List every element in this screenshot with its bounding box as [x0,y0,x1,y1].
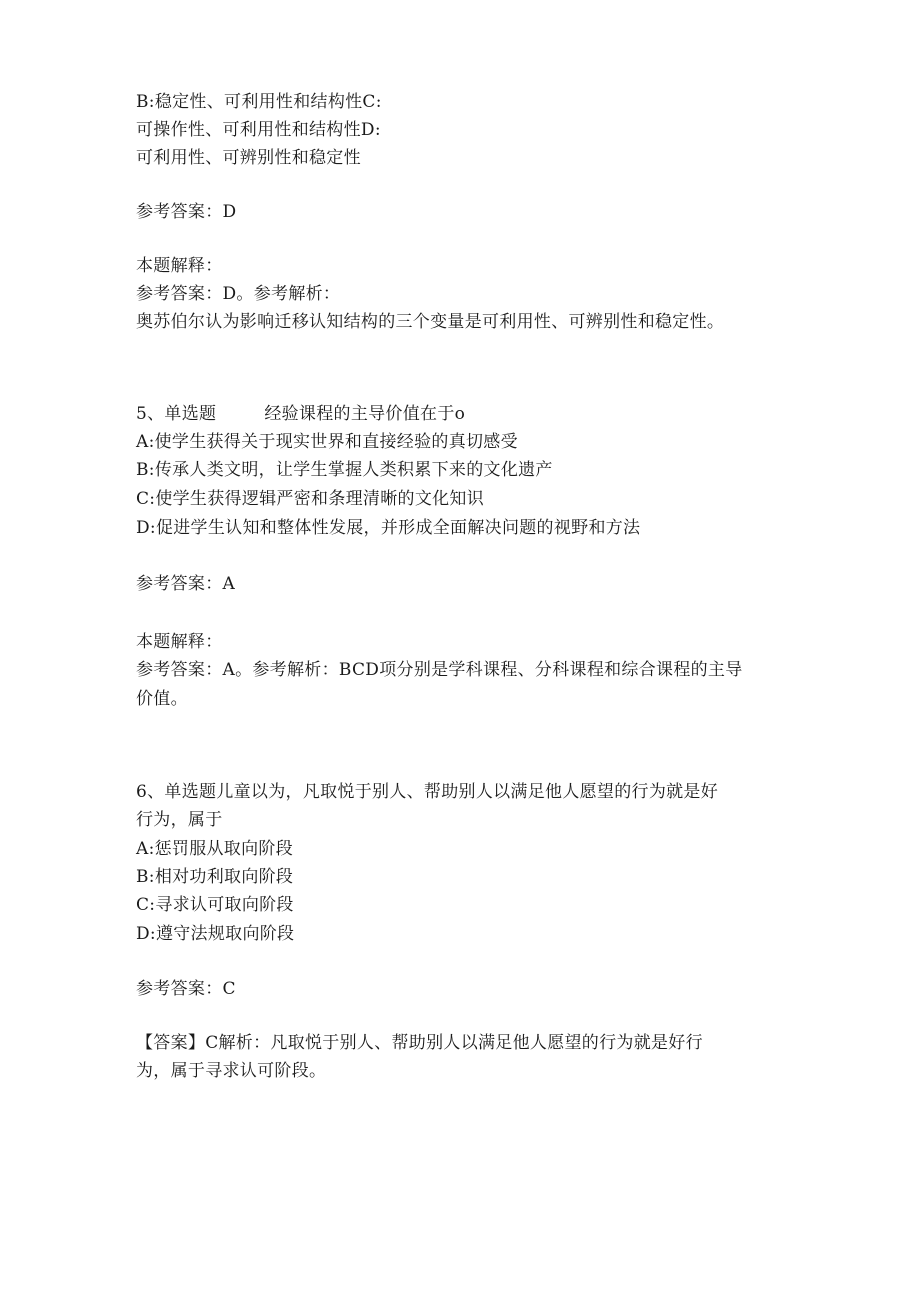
q6-answer: 参考答案：C [136,979,236,999]
q6-explanation-line-2: 为，属于寻求认可阶段。 [136,1061,327,1081]
q5-option-c: C:使学生获得逻辑严密和条理清晰的文化知识 [136,489,485,509]
q5-stem: 经验课程的主导价值在于o [264,404,466,424]
q5-option-b: B:传承人类文明，让学生掌握人类积累下来的文化遗产 [136,460,553,480]
q6-explanation-line-1: 【答案】C解析：凡取悦于别人、帮助别人以满足他人愿望的行为就是好行 [136,1033,703,1053]
q4-explanation-line-1: 参考答案：D。参考解析： [136,284,341,304]
q4-option-b-line: B:稳定性、可利用性和结构性C: [136,92,382,112]
q6-option-a: A:惩罚服从取向阶段 [136,839,294,859]
q6-option-c: C:寻求认可取向阶段 [136,895,294,915]
q6-stem-line-1: 6、单选题儿童以为，凡取悦于别人、帮助别人以满足他人愿望的行为就是好 [136,782,719,802]
q5-option-a: A:使学生获得关于现实世界和直接经验的真切感受 [136,432,518,452]
q4-option-c-line: 可操作性、可利用性和结构性D: [136,120,381,140]
q6-stem-line-2: 行为，属于 [136,810,223,830]
q4-explanation-heading: 本题解释： [136,256,223,276]
q5-explanation-line-1: 参考答案：A。参考解析：BCD项分别是学科课程、分科课程和综合课程的主导 [136,660,743,680]
q5-explanation-heading: 本题解释： [136,632,223,652]
q4-explanation-line-2: 奥苏伯尔认为影响迁移认知结构的三个变量是可利用性、可辨别性和稳定性。 [136,312,725,332]
q6-option-d: D:遵守法规取向阶段 [136,924,295,944]
q5-stem-line [136,402,786,426]
q5-option-d: D:促进学生认知和整体性发展，并形成全面解决问题的视野和方法 [136,518,641,538]
q5-explanation-line-2: 价值。 [136,689,188,709]
q4-answer: 参考答案：D [136,202,237,222]
q6-option-b: B:相对功利取向阶段 [136,867,294,887]
q4-option-d-line: 可利用性、可辨别性和稳定性 [136,148,361,168]
q5-answer: 参考答案：A [136,574,236,594]
q5-number-type: 5、单选题 [136,404,217,424]
